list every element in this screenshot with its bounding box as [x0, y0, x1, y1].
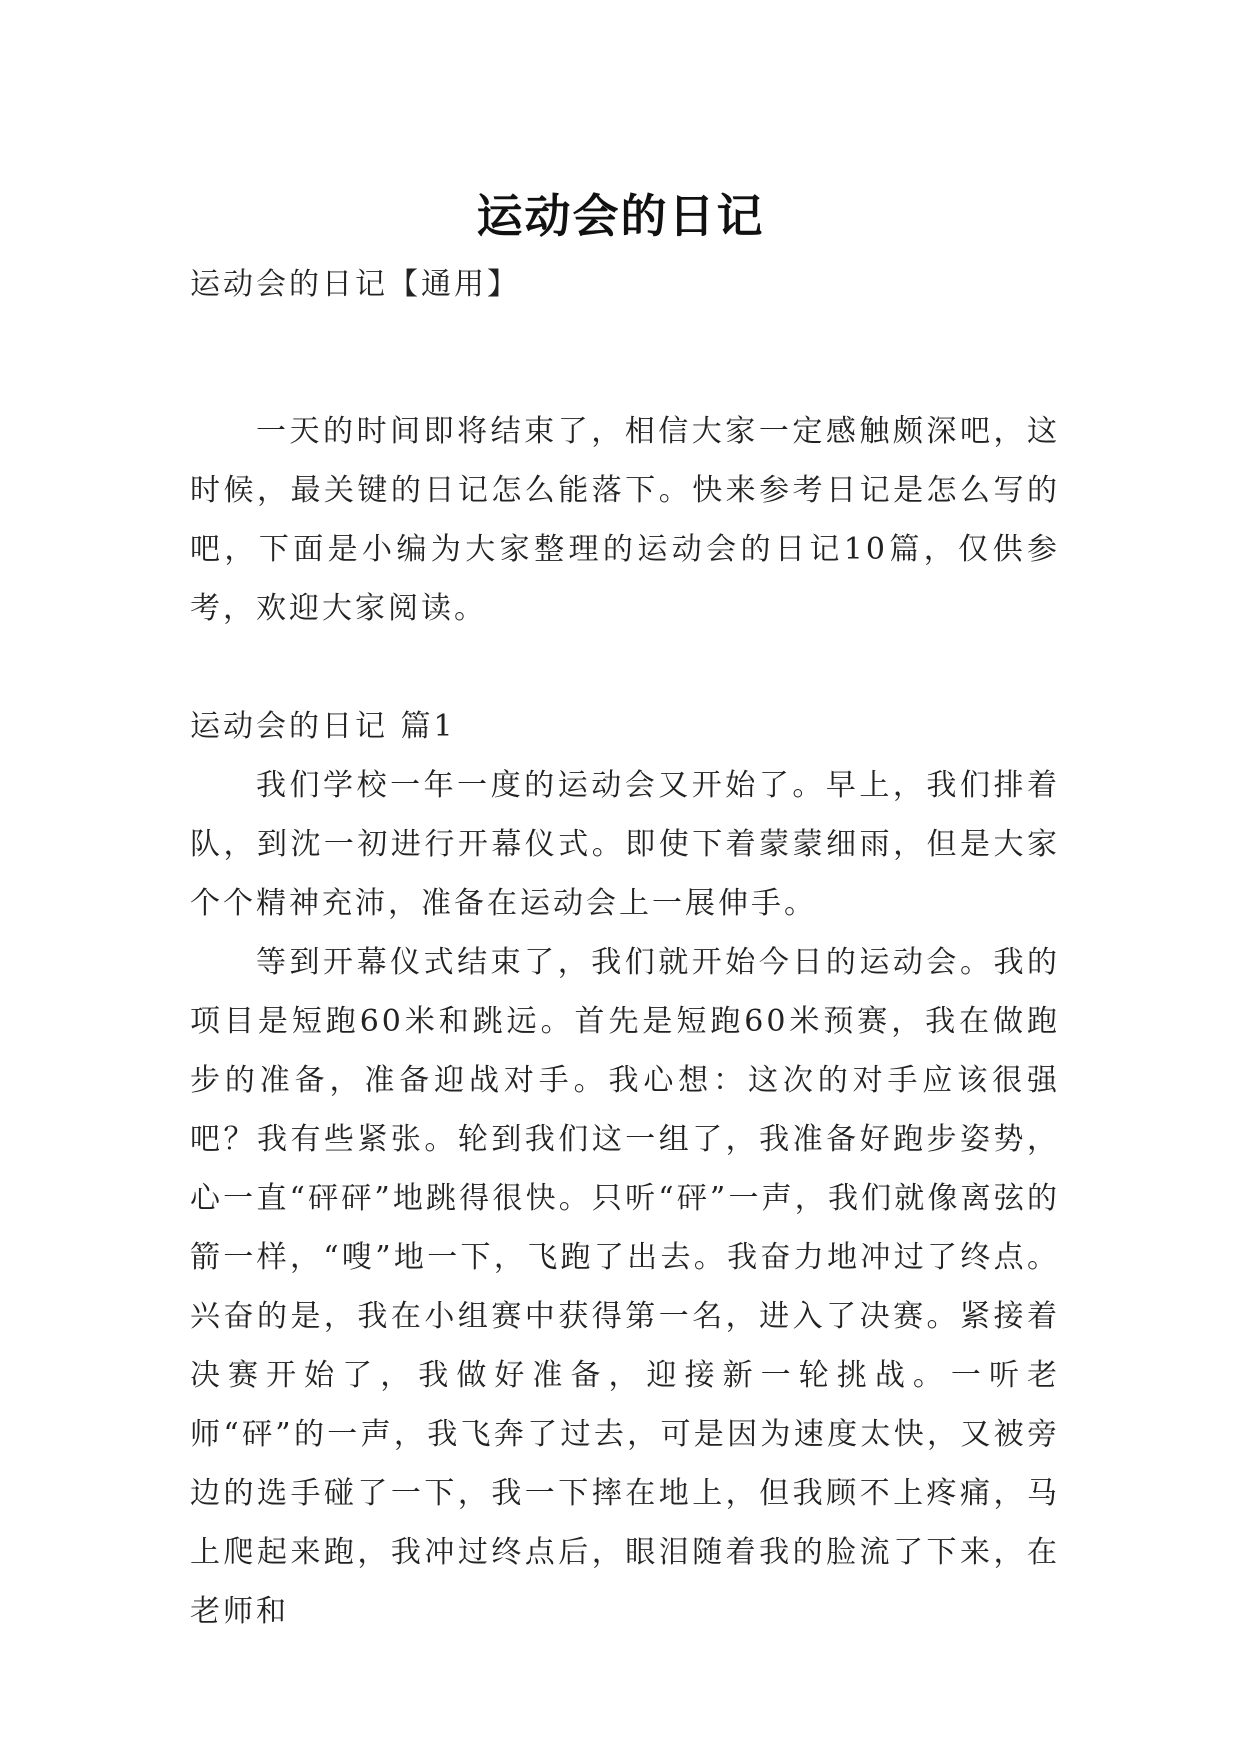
body-paragraph: 我们学校一年一度的运动会又开始了。早上，我们排着队，到沈一初进行开幕仪式。即使下着蒙蒙细雨，但是大家个个精神充沛，准备在运动会上一展伸手。: [190, 768, 1060, 921]
document-title: 运动会的日记: [476, 188, 765, 243]
section-heading: 运动会的日记 篇1: [190, 709, 456, 744]
intro-paragraph: 一天的时间即将结束了，相信大家一定感触颇深吧，这时候，最关键的日记怎么能落下。快来参考日记是怎么写的吧，下面是小编为大家整理的运动会的日记10篇，仅供参考，欢迎大家阅读。: [190, 414, 1060, 626]
body-paragraph: 等到开幕仪式结束了，我们就开始今日的运动会。我的项目是短跑60米和跳远。首先是短跑60米预赛，我在做跑步的准备，准备迎战对手。我心想：这次的对手应该很强吧？我有些紧张。轮到我们这一组了，我准备好跑步姿势，心一直“砰砰”地跳得很快。只听“砰”一声，我们就像离弦的箭一样，“嗖”地一下，飞跑了出去。我奋力地冲过了终点。兴奋的是，我在小组赛中获得第一名，进入了决赛。紧接着决赛开始了，我做好准备，迎接新一轮挑战。一听老师“砰”的一声，我飞奔了过去，可是因为速度太快，又被旁边的选手碰了一下，我一下摔在地上，但我顾不上疼痛，马上爬起来跑，我冲过终点后，眼泪随着我的脸流了下来，在老师和: [190, 945, 1060, 1629]
document-subtitle: 运动会的日记【通用】: [190, 267, 520, 302]
